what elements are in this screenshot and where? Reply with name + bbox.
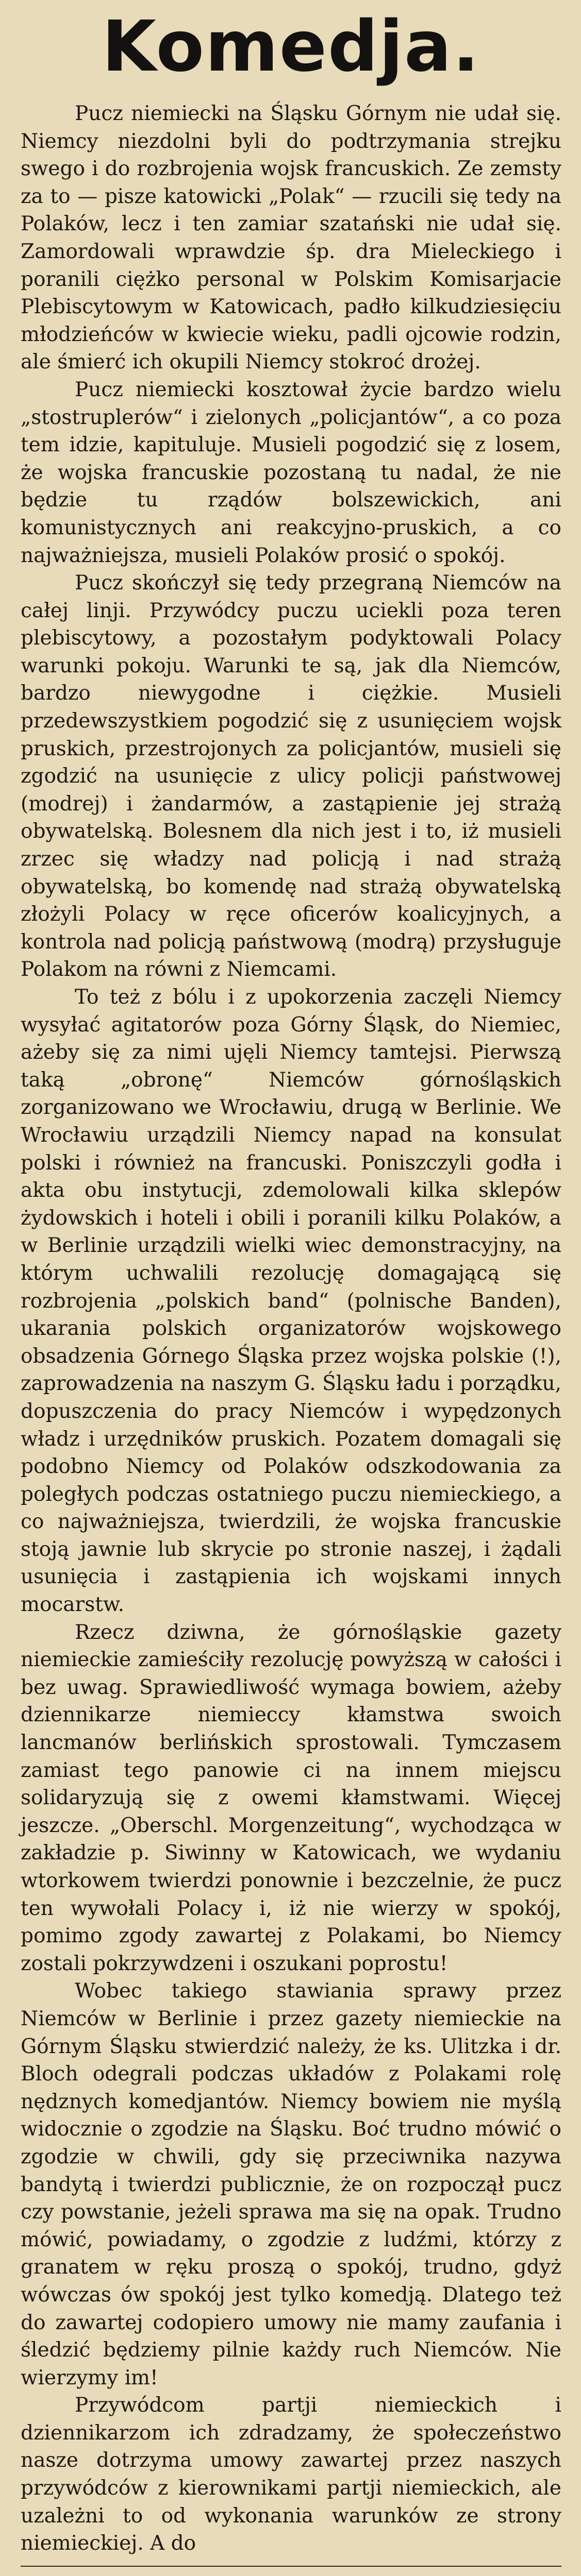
article-paragraph: Przywódcom partji niemieckich i dziennikarzom ich zdradzamy, że społeczeństwo nasze dotrzyma umowy zawartej przez naszych przywódców z kierownikami partji niemieckich, ale uzależni to od wykonania warunków ze strony niemieckiej. A do (21, 2392, 561, 2557)
article-body (21, 100, 561, 2576)
article-paragraph: Rzecz dziwna, że górnośląskie gazety niemieckie zamieściły rezolucję powyższą w całości i bez uwag. Sprawiedliwość wymaga bowiem, ażeby dziennikarze niemieccy kłamstwa swoich lancmanów berlińskich sprostowali. Tymczasem zamiast tego panowie ci na innem miejscu solidaryzują się z owemi kłamstwami. Więcej jeszcze. „Oberschl. Morgenzeitung“, wychodząca w zakładzie p. Siwinny w Katowicach, we wydaniu wtorkowem twierdzi ponownie i bezczelnie, że pucz ten wywołali Polacy i, iż nie wierzy w spokój, pomimo zgody zawartej z Polakami, bo Niemcy zostali pokrzywdzeni i oszukani poprostu! (21, 1619, 561, 1978)
article-title: Komedja. (21, 8, 561, 86)
column-separator (21, 2566, 561, 2567)
article-paragraph: Pucz skończył się tedy przegraną Niemców na całej linji. Przywódcy puczu uciekli poza teren plebiscytowy, a pozostałym podyktowali Polacy warunki pokoju. Warunki te są, jak dla Niemców, bardzo niewygodne i ciężkie. Musieli przedewszystkiem pogodzić się z usunięciem wojsk pruskich, przestrojonych za policjantów, musieli się zgodzić na usunięcie z ulicy policji państwowej (modrej) i żandarmów, a zastąpienie jej strażą obywatelską. Bolesnem dla nich jest i to, iż musieli zrzec się władzy nad policją i nad strażą obywatelską, bo komendę nad strażą obywatelską złożyli Polacy w ręce oficerów koalicyjnych, a kontrola nad policją państwową (modrą) przysługuje Polakom na równi z Niemcami. (21, 569, 561, 984)
article-paragraph: Wobec takiego stawiania sprawy przez Niemców w Berlinie i przez gazety niemieckie na Górnym Śląsku stwierdzić należy, że ks. Ulitzka i dr. Bloch odegrali podczas układów z Polakami rolę nędznych komedjantów. Niemcy bowiem nie myślą widocznie o zgodzie na Śląsku. Boć trudno mówić o zgodzie w chwili, gdy się przeciwnika nazywa bandytą i twierdzi publicznie, że on rozpoczął pucz czy powstanie, jeżeli sprawa ma się na opak. Trudno mówić, powiadamy, o zgodzie z ludźmi, którzy z granatem w ręku proszą o spokój, trudno, gdyż wówczas ów spokój jest tylko komedją. Dlatego też do zawartej codopiero umowy nie mamy zaufania i śledzić będziemy pilnie każdy ruch Niemców. Nie wierzymy im! (21, 1977, 561, 2392)
article-paragraph: Pucz niemiecki na Śląsku Górnym nie udał się. Niemcy niezdolni byli do podtrzymania strejku swego i do rozbrojenia wojsk francuskich. Ze zemsty za to — pisze katowicki „Polak“ — rzucili się tedy na Polaków, lecz i ten zamiar szatański nie udał się. Zamordowali wprawdzie śp. dra Mieleckiego i poranili ciężko personal w Polskim Komisarjacie Plebiscytowym w Katowicach, padło kilkudziesięciu młodzieńców w kwiecie wieku, padli ojcowie rodzin, ale śmierć ich okupili Niemcy stokroć drożej. (21, 100, 561, 376)
article-paragraph: Pucz niemiecki kosztował życie bardzo wielu „stostruplerów“ i zielonych „policjantów“, a co poza tem idzie, kapituluje. Musieli pogodzić się z losem, że wojska francuskie pozostaną tu nadal, że nie będzie tu rządów bolszewickich, ani komunistycznych ani reakcyjno-pruskich, a co najważniejsza, musieli Polaków prosić o spokój. (21, 376, 561, 569)
article-paragraph: To też z bólu i z upokorzenia zaczęli Niemcy wysyłać agitatorów poza Górny Śląsk, do Niemiec, ażeby się za nimi ujęli Niemcy tamtejsi. Pierwszą taką „obronę“ Niemców górnośląskich zorganizowano we Wrocławiu, drugą w Berlinie. We Wrocławiu urządzili Niemcy napad na konsulat polski i również na francuski. Poniszczyli godła i akta obu instytucji, zdemolowali kilka sklepów żydowskich i hoteli i obili i poranili kilku Polaków, a w Berlinie urządzili wielki wiec demonstracyjny, na którym uchwalili rezolucję domagającą się rozbrojenia „polskich band“ (polnische Banden), ukarania polskich organizatorów wojskowego obsadzenia Górnego Śląska przez wojska polskie (!), zaprowadzenia na naszym G. Śląsku ładu i porządku, dopuszczenia do pracy Niemców i wypędzonych władz i urzędników pruskich. Pozatem domagali się podobno Niemcy od Polaków odszkodowania za poległych podczas ostatniego puczu niemieckiego, a co najważniejsza, twierdzili, że wojska francuskie stoją jawnie lub skrycie po stronie naszej, i żądali usunięcia i zastąpienia ich wojskami innych mocarstw. (21, 984, 561, 1619)
